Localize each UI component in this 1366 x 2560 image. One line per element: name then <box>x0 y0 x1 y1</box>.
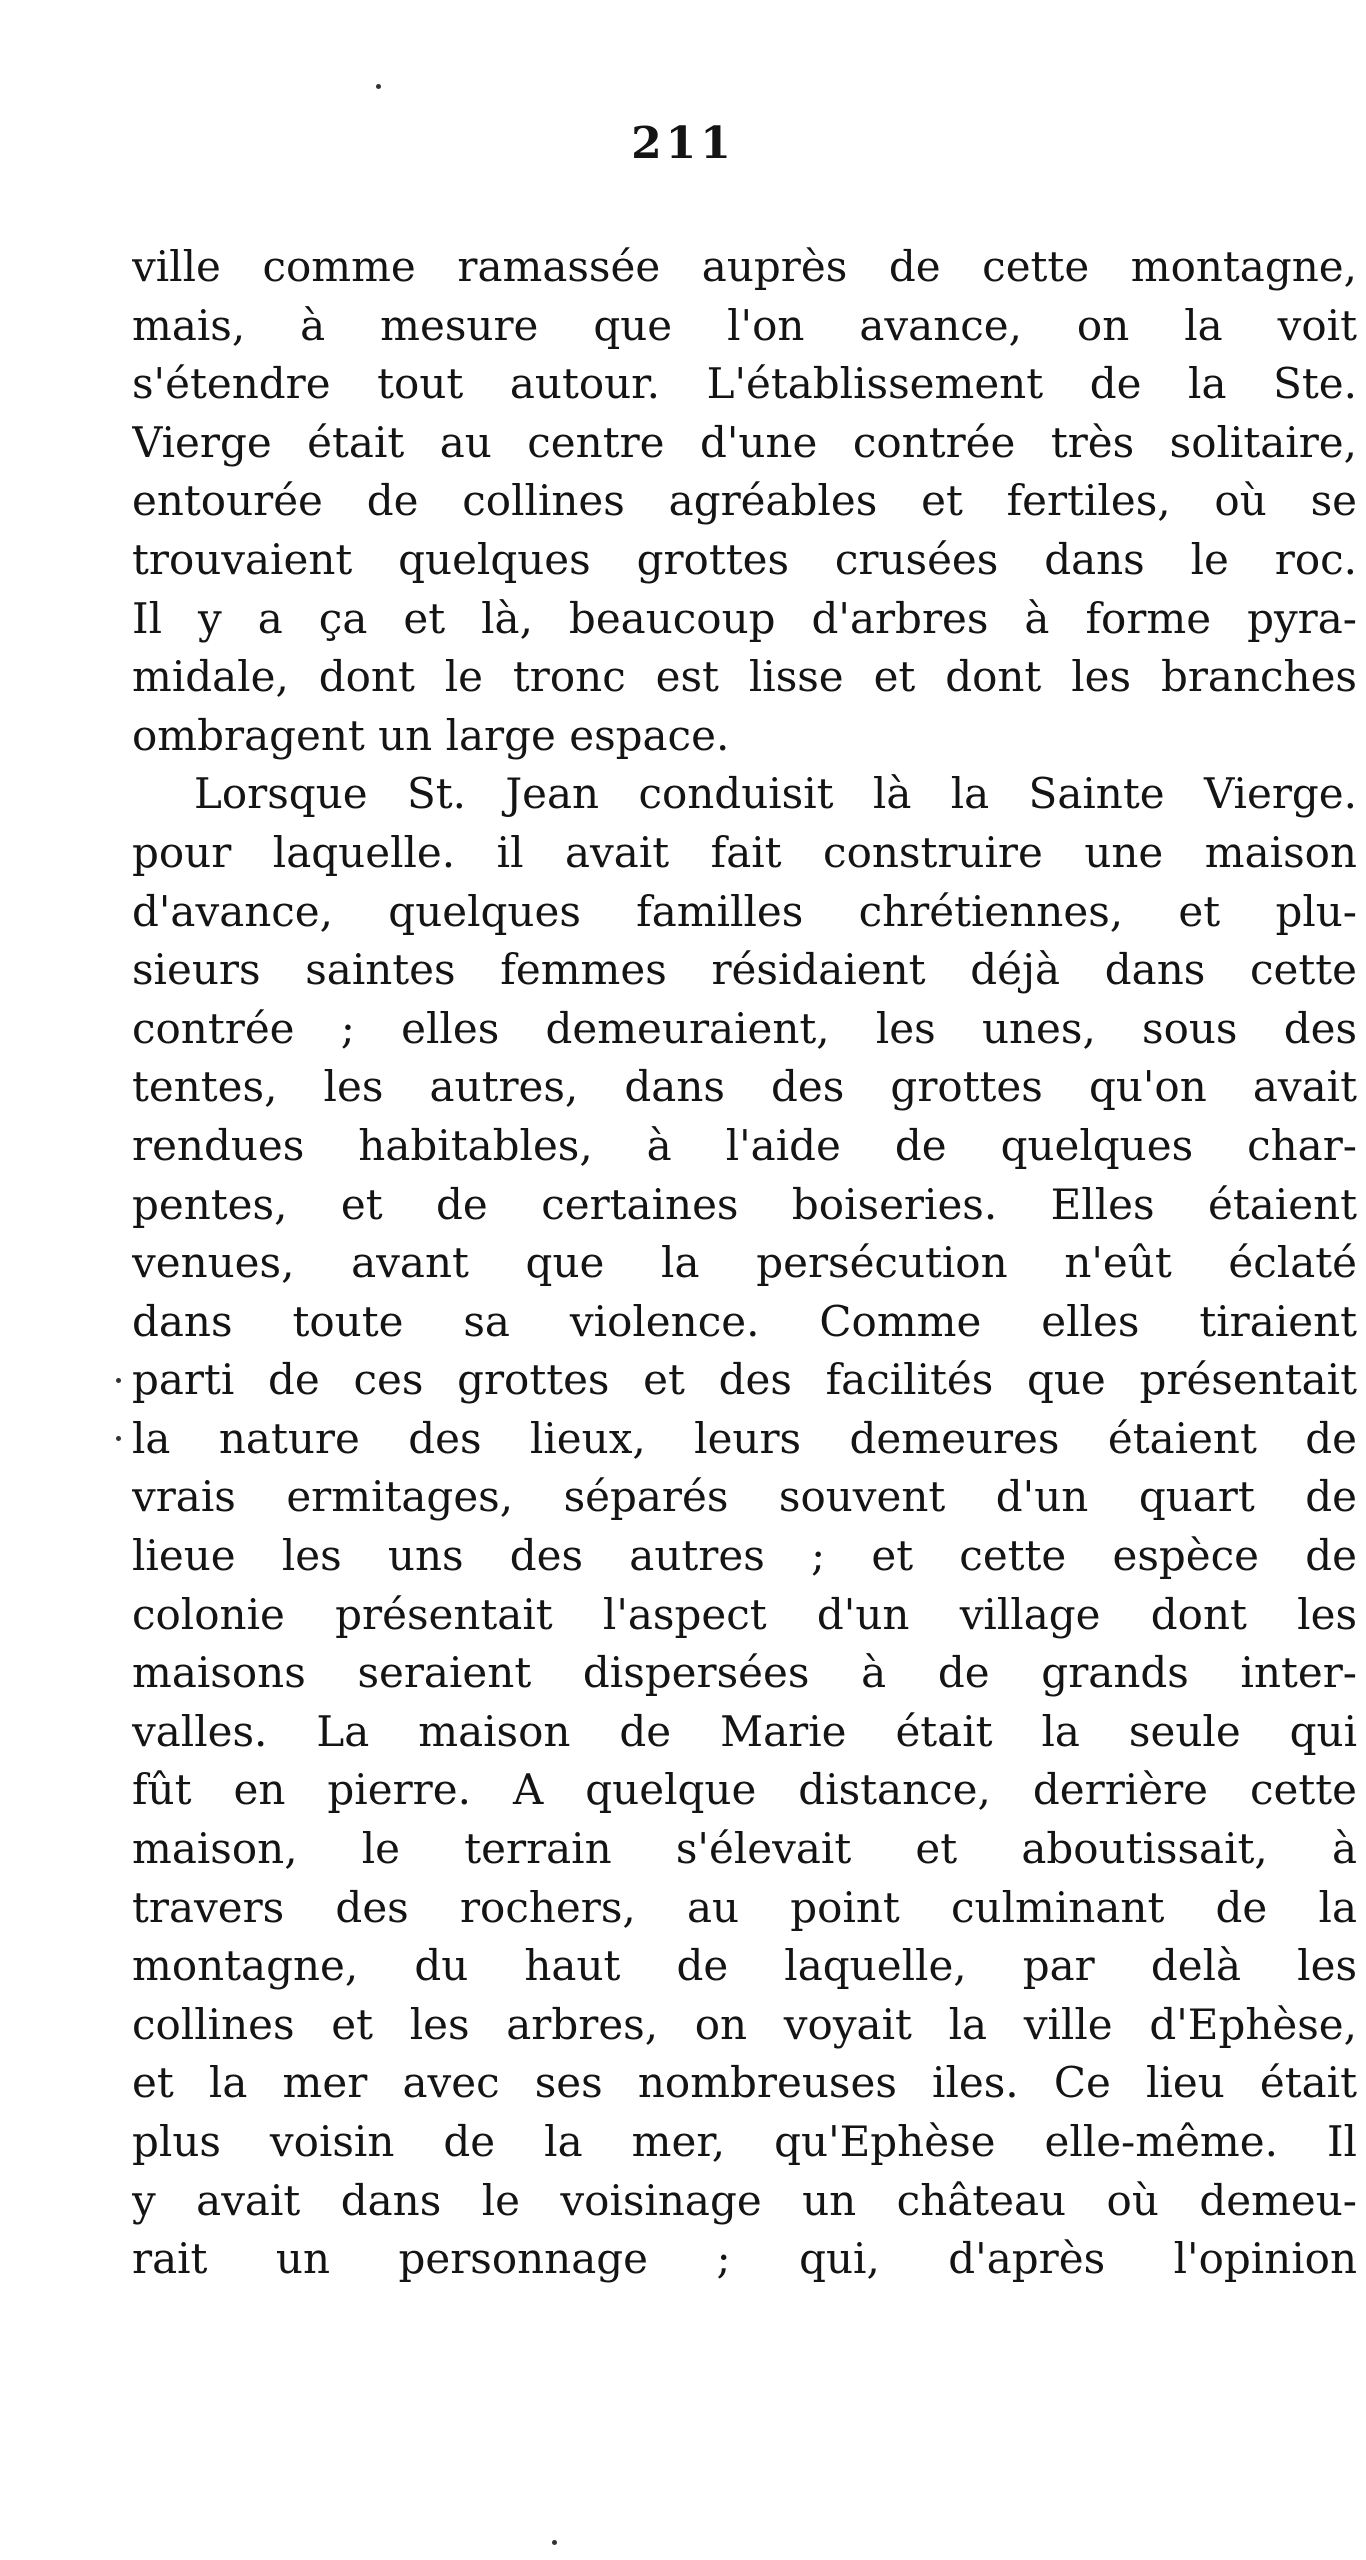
text-line: pour laquelle. il avait fait construire une maison <box>132 827 1357 877</box>
text-line: entourée de collines agréables et fertiles, où se <box>132 476 1357 526</box>
text-line: rait un personnage ; qui, d'après l'opinion <box>132 2234 1357 2284</box>
text-line: Lorsque St. Jean conduisit là la Sainte Vierge. <box>194 769 1357 819</box>
text-line: mais, à mesure que l'on avance, on la voit <box>132 300 1357 350</box>
text-line: plus voisin de la mer, qu'Ephèse elle-même. Il <box>132 2117 1357 2166</box>
text-line: contrée ; elles demeuraient, les unes, sous des <box>132 1003 1357 1053</box>
speck-bottom <box>552 2540 557 2545</box>
text-line: midale, dont le tronc est lisse et dont les branches <box>132 652 1357 702</box>
text-line: y avait dans le voisinage un château où demeu- <box>132 2175 1357 2225</box>
speck-margin-1 <box>116 1378 121 1383</box>
text-line: venues, avant que la persécution n'eût éclaté <box>132 1238 1357 1288</box>
text-line: pentes, et de certaines boiseries. Elles étaient <box>132 1179 1357 1229</box>
text-line: tentes, les autres, dans des grottes qu'on avait <box>132 1062 1357 1112</box>
body-text <box>132 238 1357 2289</box>
text-line: lieue les uns des autres ; et cette espèce de <box>132 1531 1357 1581</box>
text-line: s'étendre tout autour. L'établissement de la Ste. <box>132 359 1357 409</box>
text-line: maison, le terrain s'élevait et aboutissait, à <box>132 1824 1357 1874</box>
page-number: 211 <box>631 118 735 169</box>
text-line: valles. La maison de Marie était la seule qui <box>132 1706 1357 1756</box>
text-line: parti de ces grottes et des facilités que présentait <box>132 1355 1357 1405</box>
text-line: trouvaient quelques grottes crusées dans le roc. <box>132 534 1357 584</box>
text-line: d'avance, quelques familles chrétiennes, et plu- <box>132 886 1357 936</box>
text-line: maisons seraient dispersées à de grands inter- <box>132 1648 1357 1698</box>
text-line: Il y a ça et là, beaucoup d'arbres à forme pyra- <box>132 593 1357 643</box>
text-line: collines et les arbres, on voyait la ville d'Ephèse, <box>132 1999 1357 2049</box>
text-line: travers des rochers, au point culminant de la <box>132 1882 1357 1932</box>
speck-margin-2 <box>116 1436 121 1441</box>
text-line: la nature des lieux, leurs demeures étaient de <box>132 1413 1357 1463</box>
speck-top <box>376 84 381 89</box>
text-line: colonie présentait l'aspect d'un village dont les <box>132 1589 1357 1639</box>
text-line: dans toute sa violence. Comme elles tiraient <box>132 1296 1357 1346</box>
text-line: ombragent un large espace. <box>132 710 730 760</box>
text-line: rendues habitables, à l'aide de quelques char- <box>132 1120 1357 1170</box>
text-line: Vierge était au centre d'une contrée très solitaire, <box>132 417 1357 467</box>
text-line: montagne, du haut de laquelle, par delà les <box>132 1941 1357 1991</box>
text-line: ville comme ramassée auprès de cette montagne, <box>132 242 1357 291</box>
text-line: vrais ermitages, séparés souvent d'un quart de <box>132 1472 1357 1522</box>
text-line: sieurs saintes femmes résidaient déjà dans cette <box>132 945 1357 995</box>
text-line: fût en pierre. A quelque distance, derrière cette <box>132 1765 1357 1815</box>
text-line: et la mer avec ses nombreuses iles. Ce lieu était <box>132 2058 1357 2108</box>
